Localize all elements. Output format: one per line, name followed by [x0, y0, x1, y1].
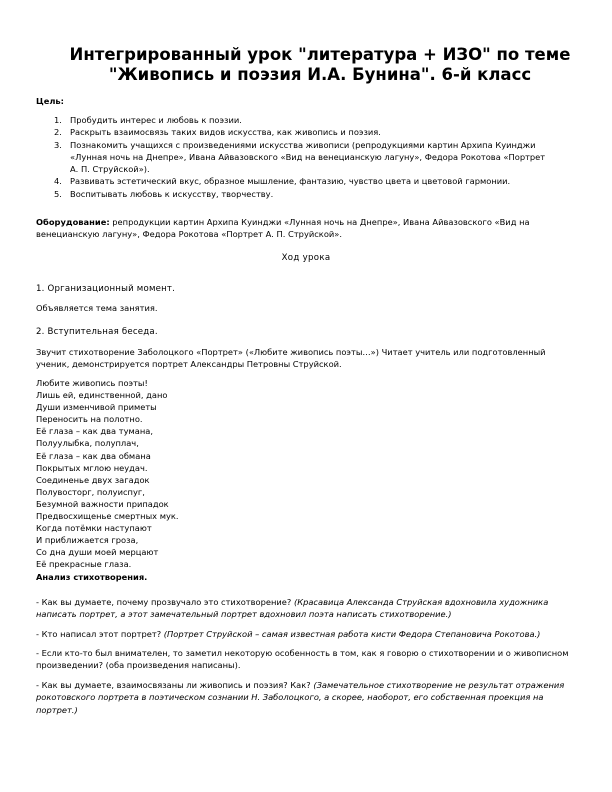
- poem-line: Лишь ей, единственной, дано: [36, 390, 168, 401]
- lesson-heading: Ход урока: [281, 253, 331, 263]
- question-answer: [36, 596, 571, 621]
- goal-number: 3.: [54, 139, 62, 150]
- poem-line: Души изменчивой приметы: [36, 402, 157, 413]
- goal-text: Воспитывать любовь к искусству, творчеству.: [70, 188, 274, 199]
- question-answer: [36, 647, 571, 672]
- answer-text: (Портрет Струйской – самая известная работа кисти Федора Степановича Рокотова.): [163, 629, 541, 639]
- poem-line: Переносить на полотно.: [36, 414, 143, 425]
- poem-line: Безумной важности припадок: [36, 498, 169, 509]
- poem-line: И приближается гроза,: [36, 535, 139, 546]
- question-text: - Если кто-то был внимателен, то заметил некоторую особенность в том, как я говорю о стихотворении и о живописном произведении? (оба произведения написаны).: [36, 648, 569, 671]
- poem-line: Любите живопись поэты!: [36, 378, 148, 388]
- poem-line: Её глаза – как два обмана: [36, 450, 151, 461]
- poem-line: Когда потёмки наступают: [36, 523, 152, 534]
- goal-item: [36, 126, 556, 138]
- section-1-text: Объявляется тема занятия.: [36, 303, 158, 313]
- goal-number: 1.: [54, 115, 62, 125]
- section-1-heading: 1. Организационный момент.: [36, 284, 176, 294]
- goal-number: 4.: [54, 176, 62, 187]
- equipment-text: репродукции картин Архипа Куинджи «Лунная ночь на Днепре», Ивана Айвазовского «Вид на венецианскую лагуну», Федора Рокотова «Портрет А. П. Струйской».: [36, 217, 530, 240]
- goal-item: [36, 188, 556, 200]
- goal-item: [36, 139, 556, 176]
- question-answer: [36, 679, 571, 716]
- poem-line: Соединенье двух загадок: [36, 474, 150, 485]
- goal-text: Раскрыть взаимосвязь таких видов искусства, как живопись и поэзия.: [70, 127, 381, 138]
- goal-text: Развивать эстетический вкус, образное мышление, фантазию, чувство цвета и цветовой гармонии.: [70, 176, 511, 187]
- answer-text: (Замечательное стихотворение не результат отражения рокотовского портрета в поэтическом сознании Н. Заболоцкого, а скорее, наоборот, его собственная проекция на портрет.): [36, 680, 565, 715]
- section-2-heading: 2. Вступительная беседа.: [36, 327, 158, 337]
- title-line-1: Интегрированный урок "литература + ИЗО" по теме: [69, 45, 571, 64]
- question-answer: [36, 628, 571, 640]
- goals-list: [36, 114, 556, 200]
- equipment-label: Оборудование:: [36, 217, 110, 227]
- equipment-paragraph: [36, 216, 566, 241]
- goal-text: Пробудить интерес и любовь к поэзии.: [70, 115, 242, 125]
- poem-line: Полуулыбка, полуплач,: [36, 438, 139, 449]
- question-text: - Кто написал этот портрет?: [36, 629, 164, 639]
- goal-text: Познакомить учащихся с произведениями искусства живописи (репродукциями картин Архипа Куинджи «Лунная ночь на Днепре», Ивана Айвазовского «Вид на венецианскую лагуну», Федора Рокотова «Портрет А. П. Струйской»).: [70, 139, 546, 175]
- goal-number: 2.: [54, 127, 62, 138]
- poem-line: Полувосторг, полуиспуг,: [36, 486, 145, 497]
- poem-line: Предвосхищенье смертных мук.: [36, 511, 179, 522]
- question-text: - Как вы думаете, взаимосвязаны ли живопись и поэзия? Как?: [36, 680, 314, 690]
- poem-line: Её глаза – как два тумана,: [36, 426, 153, 437]
- answer-text: (Красавица Александа Струйская вдохновила художника написать портрет, а этот замечательный портрет вдохновил поэта написать стихотворение.): [36, 597, 549, 620]
- goal-item: [36, 175, 556, 187]
- goal-item: [36, 114, 556, 126]
- poem-line: Её прекрасные глаза.: [36, 559, 132, 570]
- page-title: [60, 45, 580, 85]
- question-text: - Как вы думаете, почему прозвучало это стихотворение?: [36, 597, 294, 607]
- poem: [36, 377, 179, 583]
- title-line-2: "Живопись и поэзия И.А. Бунина". 6-й класс: [108, 65, 532, 84]
- analysis-heading: Анализ стихотворения.: [36, 571, 148, 582]
- section-2-intro: Звучит стихотворение Заболоцкого «Портрет» («Любите живопись поэты…») Читает учитель или подготовленный ученик, демонстрируется портрет Александры Петровны Струйской.: [36, 347, 546, 370]
- goal-number: 5.: [54, 188, 62, 199]
- goals-label: Цель:: [36, 96, 64, 106]
- poem-line: Покрытых мглою неудач.: [36, 462, 148, 473]
- poem-line: Со дна души моей мерцают: [36, 547, 159, 558]
